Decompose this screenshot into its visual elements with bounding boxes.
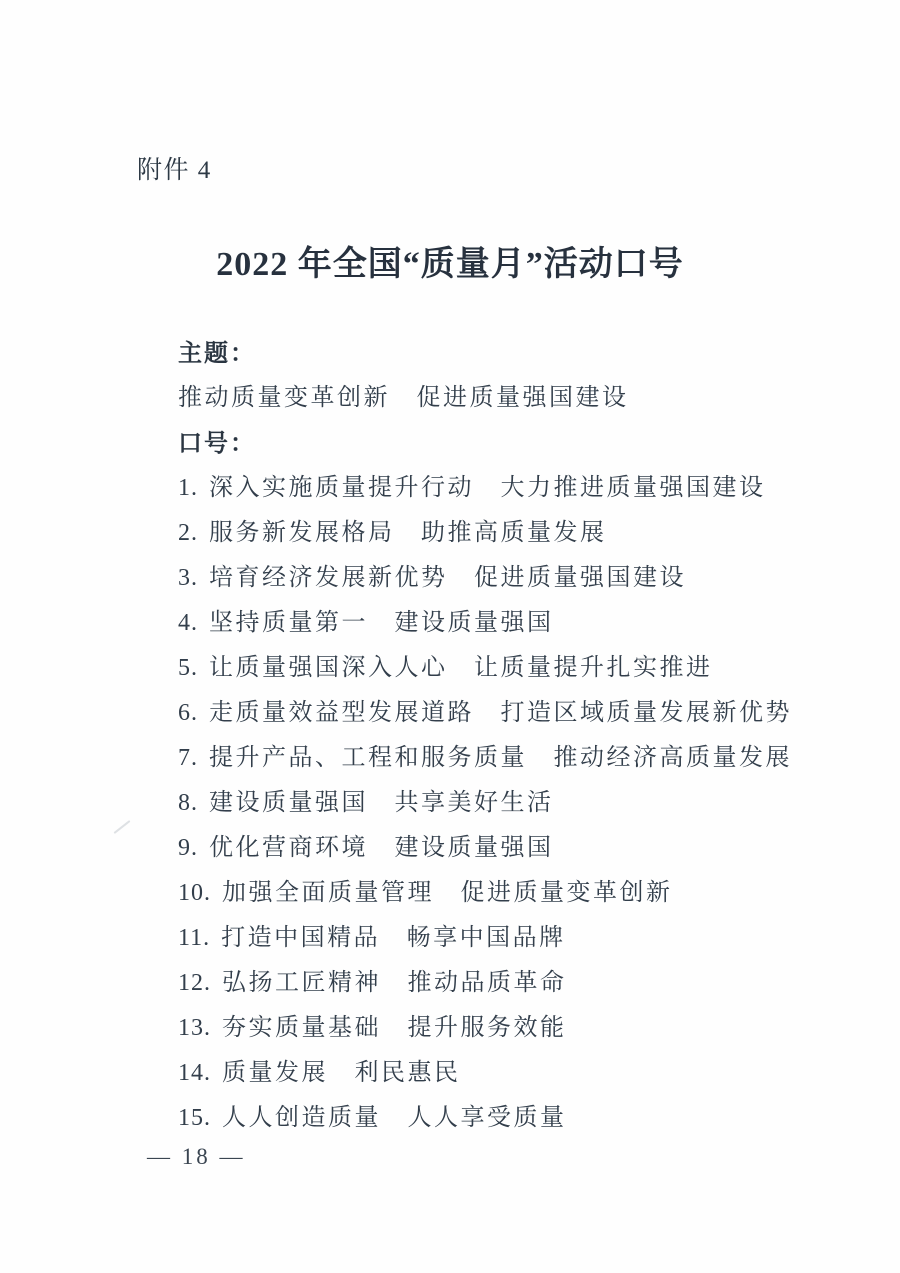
slogan-text: 培育经济发展新优势 促进质量强国建设 (209, 565, 686, 591)
scan-artifact (114, 820, 131, 834)
slogan-item-3 (178, 556, 858, 601)
slogan-number: 14. (178, 1060, 211, 1086)
slogan-text: 服务新发展格局 助推高质量发展 (209, 520, 607, 546)
slogan-number: 4. (178, 610, 198, 636)
theme-label: 主题： (178, 340, 256, 367)
slogan-item-7 (178, 736, 858, 781)
slogan-number: 12. (178, 970, 211, 996)
slogan-text: 提升产品、工程和服务质量 推动经济高质量发展 (209, 745, 792, 771)
slogan-item-10 (178, 871, 858, 916)
slogan-number: 2. (178, 520, 198, 546)
attachment-label: 附件 4 (137, 157, 212, 184)
slogan-text: 加强全面质量管理 促进质量变革创新 (222, 880, 673, 906)
slogan-item-12 (178, 961, 858, 1006)
slogan-section-label: 口号： (178, 430, 256, 457)
document-title: 2022 年全国“质量月”活动口号 (216, 246, 684, 283)
slogan-number: 10. (178, 880, 211, 906)
slogan-number: 1. (178, 475, 198, 501)
slogan-text: 质量发展 利民惠民 (222, 1060, 461, 1086)
slogan-text: 优化营商环境 建设质量强国 (209, 835, 554, 861)
slogan-item-6 (178, 691, 858, 736)
slogan-text: 人人创造质量 人人享受质量 (222, 1105, 567, 1131)
slogan-text: 建设质量强国 共享美好生活 (209, 790, 554, 816)
slogan-text: 走质量效益型发展道路 打造区域质量发展新优势 (209, 700, 792, 726)
slogan-item-4 (178, 601, 858, 646)
slogan-item-11 (178, 916, 858, 961)
slogan-item-14 (178, 1051, 858, 1096)
slogan-item-8 (178, 781, 858, 826)
slogan-item-13 (178, 1006, 858, 1051)
slogan-item-15 (178, 1096, 858, 1141)
document-body (178, 331, 858, 1141)
slogan-number: 13. (178, 1015, 211, 1041)
slogan-number: 8. (178, 790, 198, 816)
slogan-number: 11. (178, 925, 211, 951)
slogan-number: 3. (178, 565, 198, 591)
theme-text: 推动质量变革创新 促进质量强国建设 (178, 385, 629, 411)
slogan-item-9 (178, 826, 858, 871)
slogan-number: 6. (178, 700, 198, 726)
slogan-number: 5. (178, 655, 198, 681)
slogan-item-1 (178, 466, 858, 511)
slogan-item-2 (178, 511, 858, 556)
slogan-number: 15. (178, 1105, 211, 1131)
slogan-number: 9. (178, 835, 198, 861)
slogan-item-5 (178, 646, 858, 691)
slogan-text: 深入实施质量提升行动 大力推进质量强国建设 (209, 475, 766, 501)
page-number: — 18 — (147, 1144, 246, 1169)
slogan-text: 坚持质量第一 建设质量强国 (209, 610, 554, 636)
slogan-text: 打造中国精品 畅享中国品牌 (221, 925, 566, 951)
slogan-text: 弘扬工匠精神 推动品质革命 (222, 970, 567, 996)
slogan-text: 夯实质量基础 提升服务效能 (222, 1015, 567, 1041)
slogan-text: 让质量强国深入人心 让质量提升扎实推进 (209, 655, 713, 681)
slogan-number: 7. (178, 745, 198, 771)
